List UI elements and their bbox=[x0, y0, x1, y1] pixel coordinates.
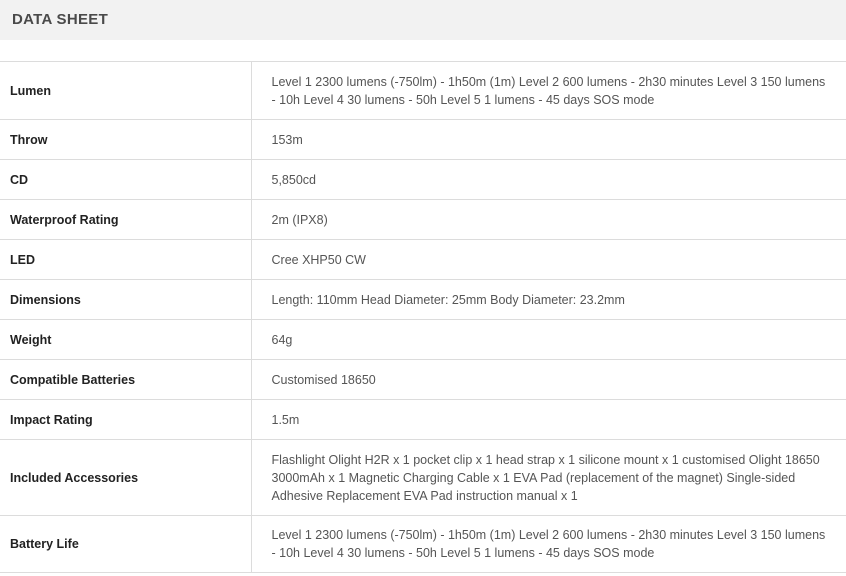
row-value-weight: 64g bbox=[251, 320, 846, 360]
table-row bbox=[0, 400, 846, 440]
page-title: DATA SHEET bbox=[12, 11, 109, 28]
row-value-cd: 5,850cd bbox=[251, 160, 846, 200]
table-row bbox=[0, 320, 846, 360]
row-value-included-accessories: Flashlight Olight H2R x 1 pocket clip x 1 head strap x 1 silicone mount x 1 customised Olight 18650 3000mAh x 1 Magnetic Charging Cable x 1 EVA Pad (replacement of the magnet) Single-sided Adhesive Replacement EVA Pad instruction manual x 1 bbox=[251, 440, 846, 516]
spacer bbox=[0, 40, 846, 61]
row-label-included-accessories: Included Accessories bbox=[0, 440, 251, 516]
table-row bbox=[0, 240, 846, 280]
table-row bbox=[0, 160, 846, 200]
table-row bbox=[0, 62, 846, 120]
row-value-impact-rating: 1.5m bbox=[251, 400, 846, 440]
row-label-cd: CD bbox=[0, 160, 251, 200]
row-value-battery-life: Level 1 2300 lumens (-750lm) - 1h50m (1m) Level 2 600 lumens - 2h30 minutes Level 3 150 lumens - 10h Level 4 30 lumens - 50h Level 5 1 lumens - 45 days SOS mode bbox=[251, 516, 846, 573]
row-value-throw: 153m bbox=[251, 120, 846, 160]
table-row bbox=[0, 120, 846, 160]
table-row bbox=[0, 200, 846, 240]
table-row bbox=[0, 516, 846, 573]
table-row bbox=[0, 280, 846, 320]
row-value-lumen: Level 1 2300 lumens (-750lm) - 1h50m (1m) Level 2 600 lumens - 2h30 minutes Level 3 150 lumens - 10h Level 4 30 lumens - 50h Level 5 1 lumens - 45 days SOS mode bbox=[251, 62, 846, 120]
row-value-dimensions: Length: 110mm Head Diameter: 25mm Body Diameter: 23.2mm bbox=[251, 280, 846, 320]
row-label-impact-rating: Impact Rating bbox=[0, 400, 251, 440]
row-label-lumen: Lumen bbox=[0, 62, 251, 120]
row-label-waterproof-rating: Waterproof Rating bbox=[0, 200, 251, 240]
table-row bbox=[0, 440, 846, 516]
row-label-dimensions: Dimensions bbox=[0, 280, 251, 320]
data-sheet-header bbox=[0, 0, 846, 40]
row-label-led: LED bbox=[0, 240, 251, 280]
row-label-battery-life: Battery Life bbox=[0, 516, 251, 573]
row-label-throw: Throw bbox=[0, 120, 251, 160]
row-label-weight: Weight bbox=[0, 320, 251, 360]
row-label-compatible-batteries: Compatible Batteries bbox=[0, 360, 251, 400]
row-value-waterproof-rating: 2m (IPX8) bbox=[251, 200, 846, 240]
row-value-led: Cree XHP50 CW bbox=[251, 240, 846, 280]
spec-table bbox=[0, 61, 846, 573]
table-row bbox=[0, 360, 846, 400]
row-value-compatible-batteries: Customised 18650 bbox=[251, 360, 846, 400]
